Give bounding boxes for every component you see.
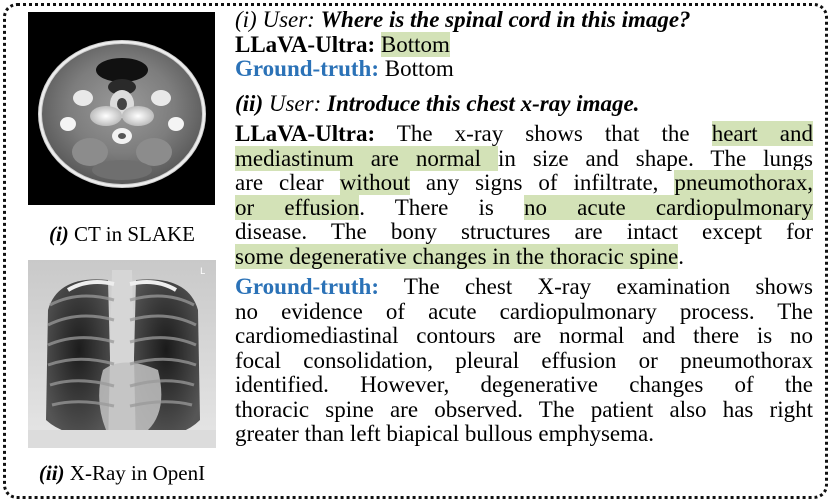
chest-xray-image-icon [28,260,216,448]
answer-text: in size and shape. The lungs [497,145,813,171]
ground-truth-text: The chest X-ray examination shows [379,274,813,299]
highlighted-phrase: heart and [711,121,813,146]
highlighted-phrase: mediastinum are normal [235,145,498,171]
example-i-model-label: LLaVA-Ultra: [235,31,376,57]
ct-caption [20,222,224,246]
ground-truth-text: focal consolidation, pleural effusion or pneumothorax [235,347,813,373]
model-answer-line [235,245,813,270]
ground-truth-text: no evidence of acute cardiopulmonary process. The [235,298,813,324]
model-answer-line [235,147,813,172]
ground-truth-text: identified. However, degenerative changes of the [235,372,813,397]
highlighted-phrase: pneumothorax, [674,170,813,195]
answer-text: . There is [359,194,525,220]
ground-truth-text: cardiomediastinal contours are normal and there is no [235,323,813,348]
xray-caption [14,461,230,485]
model-answer-line [235,196,813,221]
example-i-gt-label: Ground-truth: [235,56,379,81]
chest-xray-image [28,260,216,448]
highlighted-phrase: or effusion [235,194,360,220]
example-i-ground-truth [235,57,813,82]
example-ii-ground-truth [235,275,813,447]
ground-truth-line [235,349,813,374]
ct-caption-roman: (i) [48,222,69,246]
ground-truth-text: greater than left biapical bullous emphysema. [235,421,654,446]
example-ii-question [235,92,813,117]
model-answer-line [235,220,813,245]
ground-truth-line [235,300,813,325]
example-ii-question-prefix: User: [263,90,327,116]
dialogue-text-column [235,8,813,447]
ground-truth-line [235,373,813,398]
model-answer-line [235,171,813,196]
model-answer-line [235,122,813,147]
example-i-question-text: Where is the spinal cord in this image? [320,7,691,32]
ground-truth-line [235,422,813,447]
highlighted-phrase: no acute cardiopulmonary [524,194,813,220]
ground-truth-line [235,398,813,423]
example-i-model-answer [235,33,813,58]
answer-text: any signs of infiltrate, [409,170,675,195]
example-i-gt-answer: Bottom [379,56,454,81]
xray-caption-roman: (ii) [38,461,65,485]
answer-text: The x-ray shows that the [375,121,712,146]
ct-scan-image [28,12,215,205]
example-i-question-prefix: (i) User: [235,7,321,32]
svg-text:L: L [200,267,206,277]
example-ii-question-text: Introduce this chest x-ray image. [327,90,640,116]
ct-neck-scan-image-icon [28,12,215,205]
answer-text: are clear [235,170,340,195]
ground-truth-text: thoracic spine are observed. The patient also has right [235,396,813,422]
example-ii-model-answer [235,122,813,269]
highlighted-phrase: some degenerative changes in the thoracic spine [235,243,679,269]
ct-caption-text: CT in SLAKE [68,222,196,246]
xray-caption-text: X-Ray in OpenI [64,461,206,485]
example-i-question [235,8,813,33]
ground-truth-line [235,275,813,300]
ground-truth-line [235,324,813,349]
highlighted-phrase: without [339,170,410,195]
answer-text: disease. The bony structures are intact except for [235,219,813,244]
answer-text: . [678,243,684,269]
example-ii-gt-label: Ground-truth: [235,274,379,299]
example-ii-model-label: LLaVA-Ultra: [235,121,376,146]
example-ii-question-num: (ii) [235,90,264,116]
example-i-model-answer-text: Bottom [380,31,450,57]
